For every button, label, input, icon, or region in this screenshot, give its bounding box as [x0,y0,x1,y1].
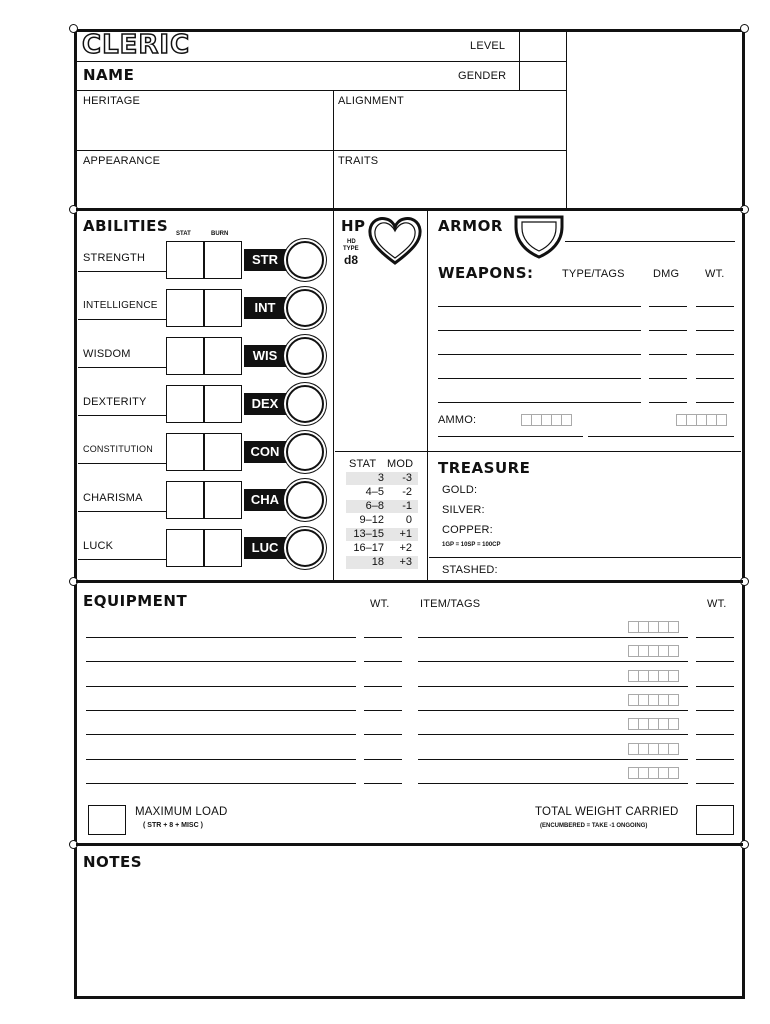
burn-col-label: BURN [211,231,229,237]
equipment-line[interactable] [86,759,356,760]
equipment-line[interactable] [86,710,356,711]
max-load-box[interactable] [88,805,126,835]
weapon-line[interactable] [649,330,687,331]
hd-label: HD [347,239,356,245]
equipment-line[interactable] [86,734,356,735]
max-load-label: MAXIMUM LOAD [135,806,228,818]
ability-modifier-circle[interactable] [286,529,324,567]
max-load-formula: ( STR + 8 + MISC ) [143,822,203,829]
armor-title: ARMOR [438,217,503,235]
divider [427,210,428,580]
abilities-title: ABILITIES [83,217,169,235]
treasure-title: TREASURE [438,459,531,477]
total-weight-box[interactable] [696,805,734,835]
equipment-slot-tracker[interactable] [628,694,678,706]
ability-abbr: DEX [244,393,286,415]
equipment-line[interactable] [418,661,688,662]
modifier-stat: 6–8 [365,500,384,512]
modifier-row [346,542,418,555]
equipment-line[interactable] [86,686,356,687]
equipment-line[interactable] [364,759,402,760]
weapon-line[interactable] [649,378,687,379]
ability-underline [78,415,166,416]
weapons-dmg-col: DMG [653,268,680,280]
shield-icon [513,214,565,260]
modifier-row [346,472,418,485]
modifier-stat: 4–5 [365,486,384,498]
ability-abbr: LUC [244,537,286,559]
ability-name: STRENGTH [83,252,146,264]
ability-burn-box[interactable] [204,241,242,279]
weapons-type-col: TYPE/TAGS [562,268,625,280]
section-divider [76,208,743,211]
ability-stat-box[interactable] [166,481,204,519]
equipment-line[interactable] [418,710,688,711]
weapon-line[interactable] [438,354,641,355]
equipment-line[interactable] [364,734,402,735]
ability-name: CONSTITUTION [83,444,153,454]
equipment-slot-tracker[interactable] [628,767,678,779]
equipment-line[interactable] [696,783,734,784]
ability-burn-box[interactable] [204,481,242,519]
equipment-slot-tracker[interactable] [628,645,678,657]
equipment-wt-col: WT. [370,598,390,610]
hp-title: HP [341,217,366,235]
ability-name: WISDOM [83,348,131,360]
equipment-line[interactable] [696,637,734,638]
divider [566,31,567,209]
ammo-tracker[interactable] [521,414,571,426]
modifier-stat: 16–17 [353,542,384,554]
page-title: CLERIC [82,30,191,60]
ability-modifier-circle[interactable] [286,337,324,375]
equipment-line[interactable] [696,661,734,662]
equipment-line[interactable] [418,637,688,638]
ability-stat-box[interactable] [166,289,204,327]
modifier-stat: 13–15 [353,528,384,540]
modifier-value: +3 [399,556,412,568]
equipment-line[interactable] [86,661,356,662]
equipment-wt-col-2: WT. [707,598,727,610]
total-weight-note: (ENCUMBERED = TAKE -1 ONGOING) [540,823,648,829]
ammo-line [588,436,734,437]
ability-stat-box[interactable] [166,433,204,471]
equipment-slot-tracker[interactable] [628,718,678,730]
frame-corner [69,24,78,33]
ability-stat-box[interactable] [166,337,204,375]
equipment-line[interactable] [364,783,402,784]
equipment-line[interactable] [86,783,356,784]
equipment-line[interactable] [696,734,734,735]
ability-abbr: CON [244,441,286,463]
divider [333,210,334,580]
ability-modifier-circle[interactable] [286,385,324,423]
ability-stat-box[interactable] [166,529,204,567]
ability-stat-box[interactable] [166,385,204,423]
weapon-line[interactable] [696,330,734,331]
weapon-line[interactable] [649,354,687,355]
mod-mod-header: MOD [387,458,414,470]
modifier-value: -3 [402,472,412,484]
ability-name: DEXTERITY [83,396,147,408]
equipment-line[interactable] [364,661,402,662]
weapon-line[interactable] [649,306,687,307]
alignment-label: ALIGNMENT [338,95,404,107]
equipment-slot-tracker[interactable] [628,670,678,682]
copper-label: COPPER: [442,524,493,536]
weapon-line[interactable] [696,402,734,403]
modifier-row [346,500,418,513]
equipment-line[interactable] [364,637,402,638]
ammo-tracker[interactable] [676,414,726,426]
divider [76,150,566,151]
section-divider [76,580,743,583]
frame-corner [740,24,749,33]
traits-label: TRAITS [338,155,379,167]
modifier-row [346,486,418,499]
ability-name: LUCK [83,540,114,552]
equipment-line[interactable] [364,686,402,687]
weapon-line[interactable] [438,378,641,379]
weapon-line[interactable] [696,354,734,355]
ability-underline [78,367,166,368]
equipment-line[interactable] [418,759,688,760]
section-divider [76,843,743,846]
divider [76,90,566,91]
modifier-value: +2 [399,542,412,554]
heritage-label: HERITAGE [83,95,141,107]
equipment-line[interactable] [418,734,688,735]
coin-conversion: 1GP = 10SP = 100CP [442,542,501,548]
ability-abbr: STR [244,249,286,271]
equipment-line[interactable] [696,759,734,760]
equipment-slot-tracker[interactable] [628,743,678,755]
modifier-stat: 9–12 [359,514,384,526]
ability-modifier-circle[interactable] [286,289,324,327]
modifier-value: -2 [402,486,412,498]
heart-icon [366,215,424,267]
ability-name: CHARISMA [83,492,143,504]
equipment-line[interactable] [696,686,734,687]
divider [76,61,566,62]
appearance-label: APPEARANCE [83,155,161,167]
modifier-row [346,514,418,527]
divider [335,451,741,452]
modifier-value: 0 [405,514,412,526]
ability-underline [78,319,166,320]
level-label: LEVEL [470,40,506,52]
equipment-line[interactable] [696,710,734,711]
silver-label: SILVER: [442,504,485,516]
ability-stat-box[interactable] [166,241,204,279]
ammo-label: AMMO: [438,414,477,426]
weapons-title: WEAPONS: [438,264,534,282]
ability-burn-box[interactable] [204,337,242,375]
ability-underline [78,511,166,512]
stat-col-label: STAT [176,231,191,237]
total-weight-label: TOTAL WEIGHT CARRIED [535,806,679,818]
equipment-slot-tracker[interactable] [628,621,678,633]
ability-underline [78,463,166,464]
hit-die: d8 [344,253,359,267]
modifier-value: -1 [402,500,412,512]
divider [565,241,735,242]
ability-name: INTELLIGENCE [83,300,158,311]
ability-abbr: CHA [244,489,286,511]
equipment-item-col: ITEM/TAGS [420,598,481,610]
mod-stat-header: STAT [349,458,377,470]
ability-modifier-circle[interactable] [286,241,324,279]
type-label: TYPE [343,246,359,252]
ability-burn-box[interactable] [204,385,242,423]
ability-abbr: WIS [244,345,286,367]
ability-underline [78,271,166,272]
ability-burn-box[interactable] [204,433,242,471]
equipment-line[interactable] [86,637,356,638]
name-label: NAME [83,66,135,84]
modifier-row [346,528,418,541]
ammo-line [438,436,583,437]
weapon-line[interactable] [438,306,641,307]
equipment-title: EQUIPMENT [83,592,188,610]
weapon-line[interactable] [438,330,641,331]
weapons-wt-col: WT. [705,268,725,280]
weapon-line[interactable] [696,378,734,379]
divider [429,557,741,558]
equipment-line[interactable] [364,710,402,711]
modifier-value: +1 [399,528,412,540]
ability-underline [78,559,166,560]
ability-burn-box[interactable] [204,289,242,327]
weapon-line[interactable] [438,402,641,403]
modifier-stat: 3 [377,472,384,484]
gold-label: GOLD: [442,484,478,496]
weapon-line[interactable] [649,402,687,403]
weapon-line[interactable] [696,306,734,307]
ability-modifier-circle[interactable] [286,481,324,519]
notes-area[interactable] [78,875,740,995]
modifier-row [346,556,418,569]
modifier-stat: 18 [371,556,384,568]
ability-burn-box[interactable] [204,529,242,567]
ability-modifier-circle[interactable] [286,433,324,471]
notes-title: NOTES [83,853,143,871]
equipment-line[interactable] [418,686,688,687]
ability-abbr: INT [244,297,286,319]
equipment-line[interactable] [418,783,688,784]
stashed-label: STASHED: [442,564,498,576]
gender-label: GENDER [458,70,507,82]
